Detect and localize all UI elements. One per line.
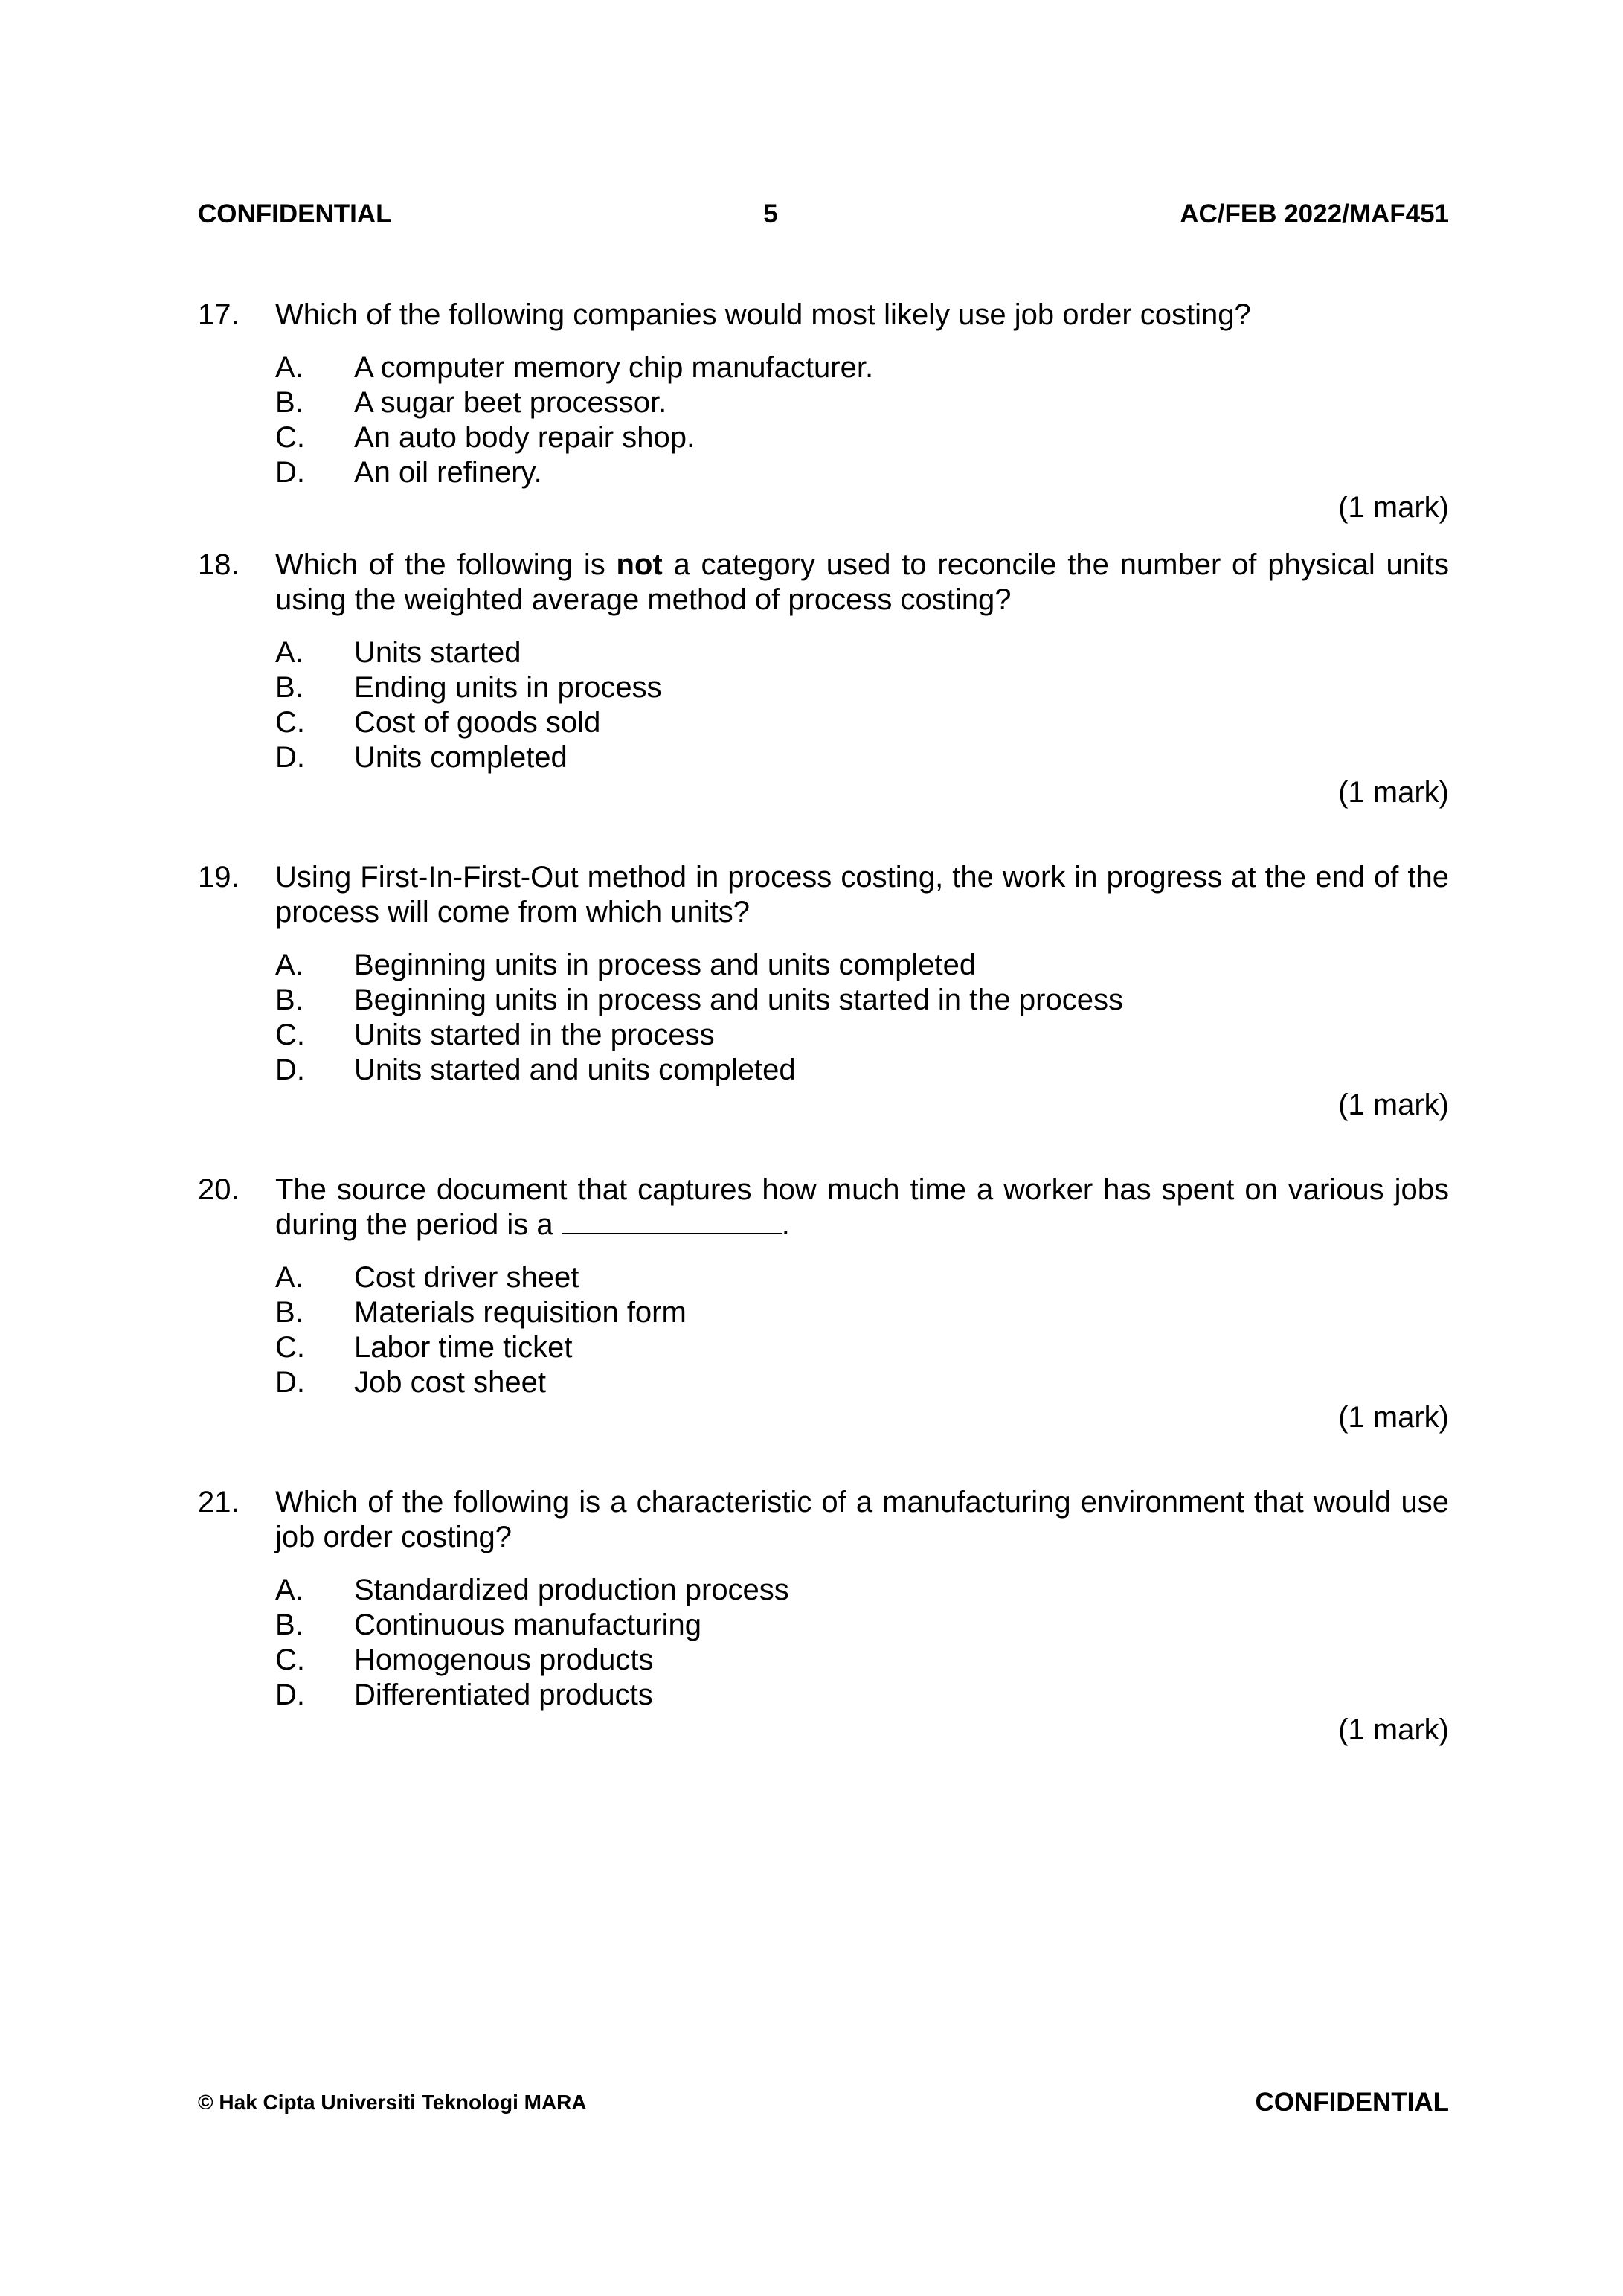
option-letter: D.	[275, 1366, 305, 1399]
page-footer	[198, 2088, 1449, 2120]
option-text: An auto body repair shop.	[354, 421, 695, 454]
option-c	[275, 1330, 1449, 1365]
option-text: Units started	[354, 636, 521, 669]
answer-blank	[562, 1208, 782, 1234]
option-letter: C.	[275, 421, 305, 454]
option-text: A computer memory chip manufacturer.	[354, 351, 874, 384]
option-text: Job cost sheet	[354, 1366, 546, 1399]
option-letter: A.	[275, 351, 303, 384]
option-letter: B.	[275, 984, 303, 1016]
page-header	[198, 199, 1449, 232]
question-text: Which of the following is not a category used to reconcile the number of physical units using the weighted average method of process costing?	[275, 548, 1449, 616]
question-17	[198, 298, 1449, 548]
option-text: An oil refinery.	[354, 456, 542, 489]
option-letter: C.	[275, 1331, 305, 1364]
emphasis-not: not	[616, 548, 663, 581]
option-b	[275, 983, 1449, 1018]
question-number: 17.	[198, 298, 240, 331]
option-letter: D.	[275, 1678, 305, 1711]
option-list	[275, 635, 1449, 775]
option-a	[275, 948, 1449, 983]
option-letter: B.	[275, 386, 303, 419]
header-confidential: CONFIDENTIAL	[198, 199, 392, 228]
option-c	[275, 1018, 1449, 1053]
option-text: Units started in the process	[354, 1019, 715, 1051]
option-list	[275, 948, 1449, 1088]
option-d	[275, 1678, 1449, 1713]
option-b	[275, 1608, 1449, 1643]
option-letter: C.	[275, 1644, 305, 1676]
option-text: Differentiated products	[354, 1678, 653, 1711]
option-c	[275, 1643, 1449, 1678]
option-d	[275, 740, 1449, 775]
question-text: Which of the following is a characteristic of a manufacturing environment that would use job order costing?	[275, 1486, 1449, 1553]
option-text: Labor time ticket	[354, 1331, 573, 1364]
page-number: 5	[763, 199, 778, 228]
option-text: Continuous manufacturing	[354, 1609, 701, 1641]
option-d	[275, 455, 1449, 490]
option-letter: C.	[275, 1019, 305, 1051]
option-text: Beginning units in process and units started in the process	[354, 984, 1123, 1016]
question-number: 19.	[198, 861, 240, 894]
option-text: Standardized production process	[354, 1574, 789, 1606]
option-a	[275, 635, 1449, 670]
option-b	[275, 670, 1449, 705]
marks-label: (1 mark)	[1338, 1713, 1449, 1746]
option-letter: B.	[275, 1609, 303, 1641]
question-text: Which of the following companies would most likely use job order costing?	[275, 298, 1251, 331]
option-letter: D.	[275, 1054, 305, 1086]
question-20	[198, 1173, 1449, 1485]
question-text: The source document that captures how much time a worker has spent on various jobs during the period is a .	[275, 1173, 1449, 1241]
question-text: Using First-In-First-Out method in process costing, the work in progress at the end of the process will come from which units?	[275, 861, 1449, 929]
option-letter: D.	[275, 741, 305, 774]
marks-label: (1 mark)	[1338, 491, 1449, 524]
option-letter: B.	[275, 671, 303, 704]
option-text: Cost of goods sold	[354, 706, 601, 739]
question-list	[198, 298, 1449, 1798]
option-text: Units completed	[354, 741, 568, 774]
option-list	[275, 1260, 1449, 1400]
option-letter: A.	[275, 949, 303, 981]
option-a	[275, 1260, 1449, 1295]
marks-label: (1 mark)	[1338, 776, 1449, 809]
option-d	[275, 1365, 1449, 1400]
question-21	[198, 1485, 1449, 1798]
marks-label: (1 mark)	[1338, 1401, 1449, 1434]
footer-confidential: CONFIDENTIAL	[1255, 2088, 1449, 2117]
option-text: Homogenous products	[354, 1644, 654, 1676]
option-text: Ending units in process	[354, 671, 662, 704]
option-list	[275, 350, 1449, 490]
question-18	[198, 548, 1449, 860]
question-number: 18.	[198, 548, 240, 581]
option-letter: C.	[275, 706, 305, 739]
marks-label: (1 mark)	[1338, 1088, 1449, 1121]
option-text: Cost driver sheet	[354, 1261, 579, 1294]
question-number: 21.	[198, 1486, 240, 1519]
option-letter: A.	[275, 636, 303, 669]
option-letter: B.	[275, 1296, 303, 1329]
option-text: Beginning units in process and units completed	[354, 949, 977, 981]
question-number: 20.	[198, 1173, 240, 1206]
option-text: A sugar beet processor.	[354, 386, 667, 419]
option-letter: A.	[275, 1261, 303, 1294]
option-d	[275, 1053, 1449, 1088]
copyright-notice: © Hak Cipta Universiti Teknologi MARA	[198, 2091, 587, 2114]
option-text: Units started and units completed	[354, 1054, 796, 1086]
option-text: Materials requisition form	[354, 1296, 687, 1329]
option-a	[275, 1573, 1449, 1608]
option-list	[275, 1573, 1449, 1713]
option-letter: A.	[275, 1574, 303, 1606]
option-a	[275, 350, 1449, 385]
option-c	[275, 420, 1449, 455]
option-b	[275, 1295, 1449, 1330]
question-19	[198, 860, 1449, 1173]
option-c	[275, 705, 1449, 740]
option-letter: D.	[275, 456, 305, 489]
option-b	[275, 385, 1449, 420]
paper-code: AC/FEB 2022/MAF451	[1180, 199, 1449, 228]
